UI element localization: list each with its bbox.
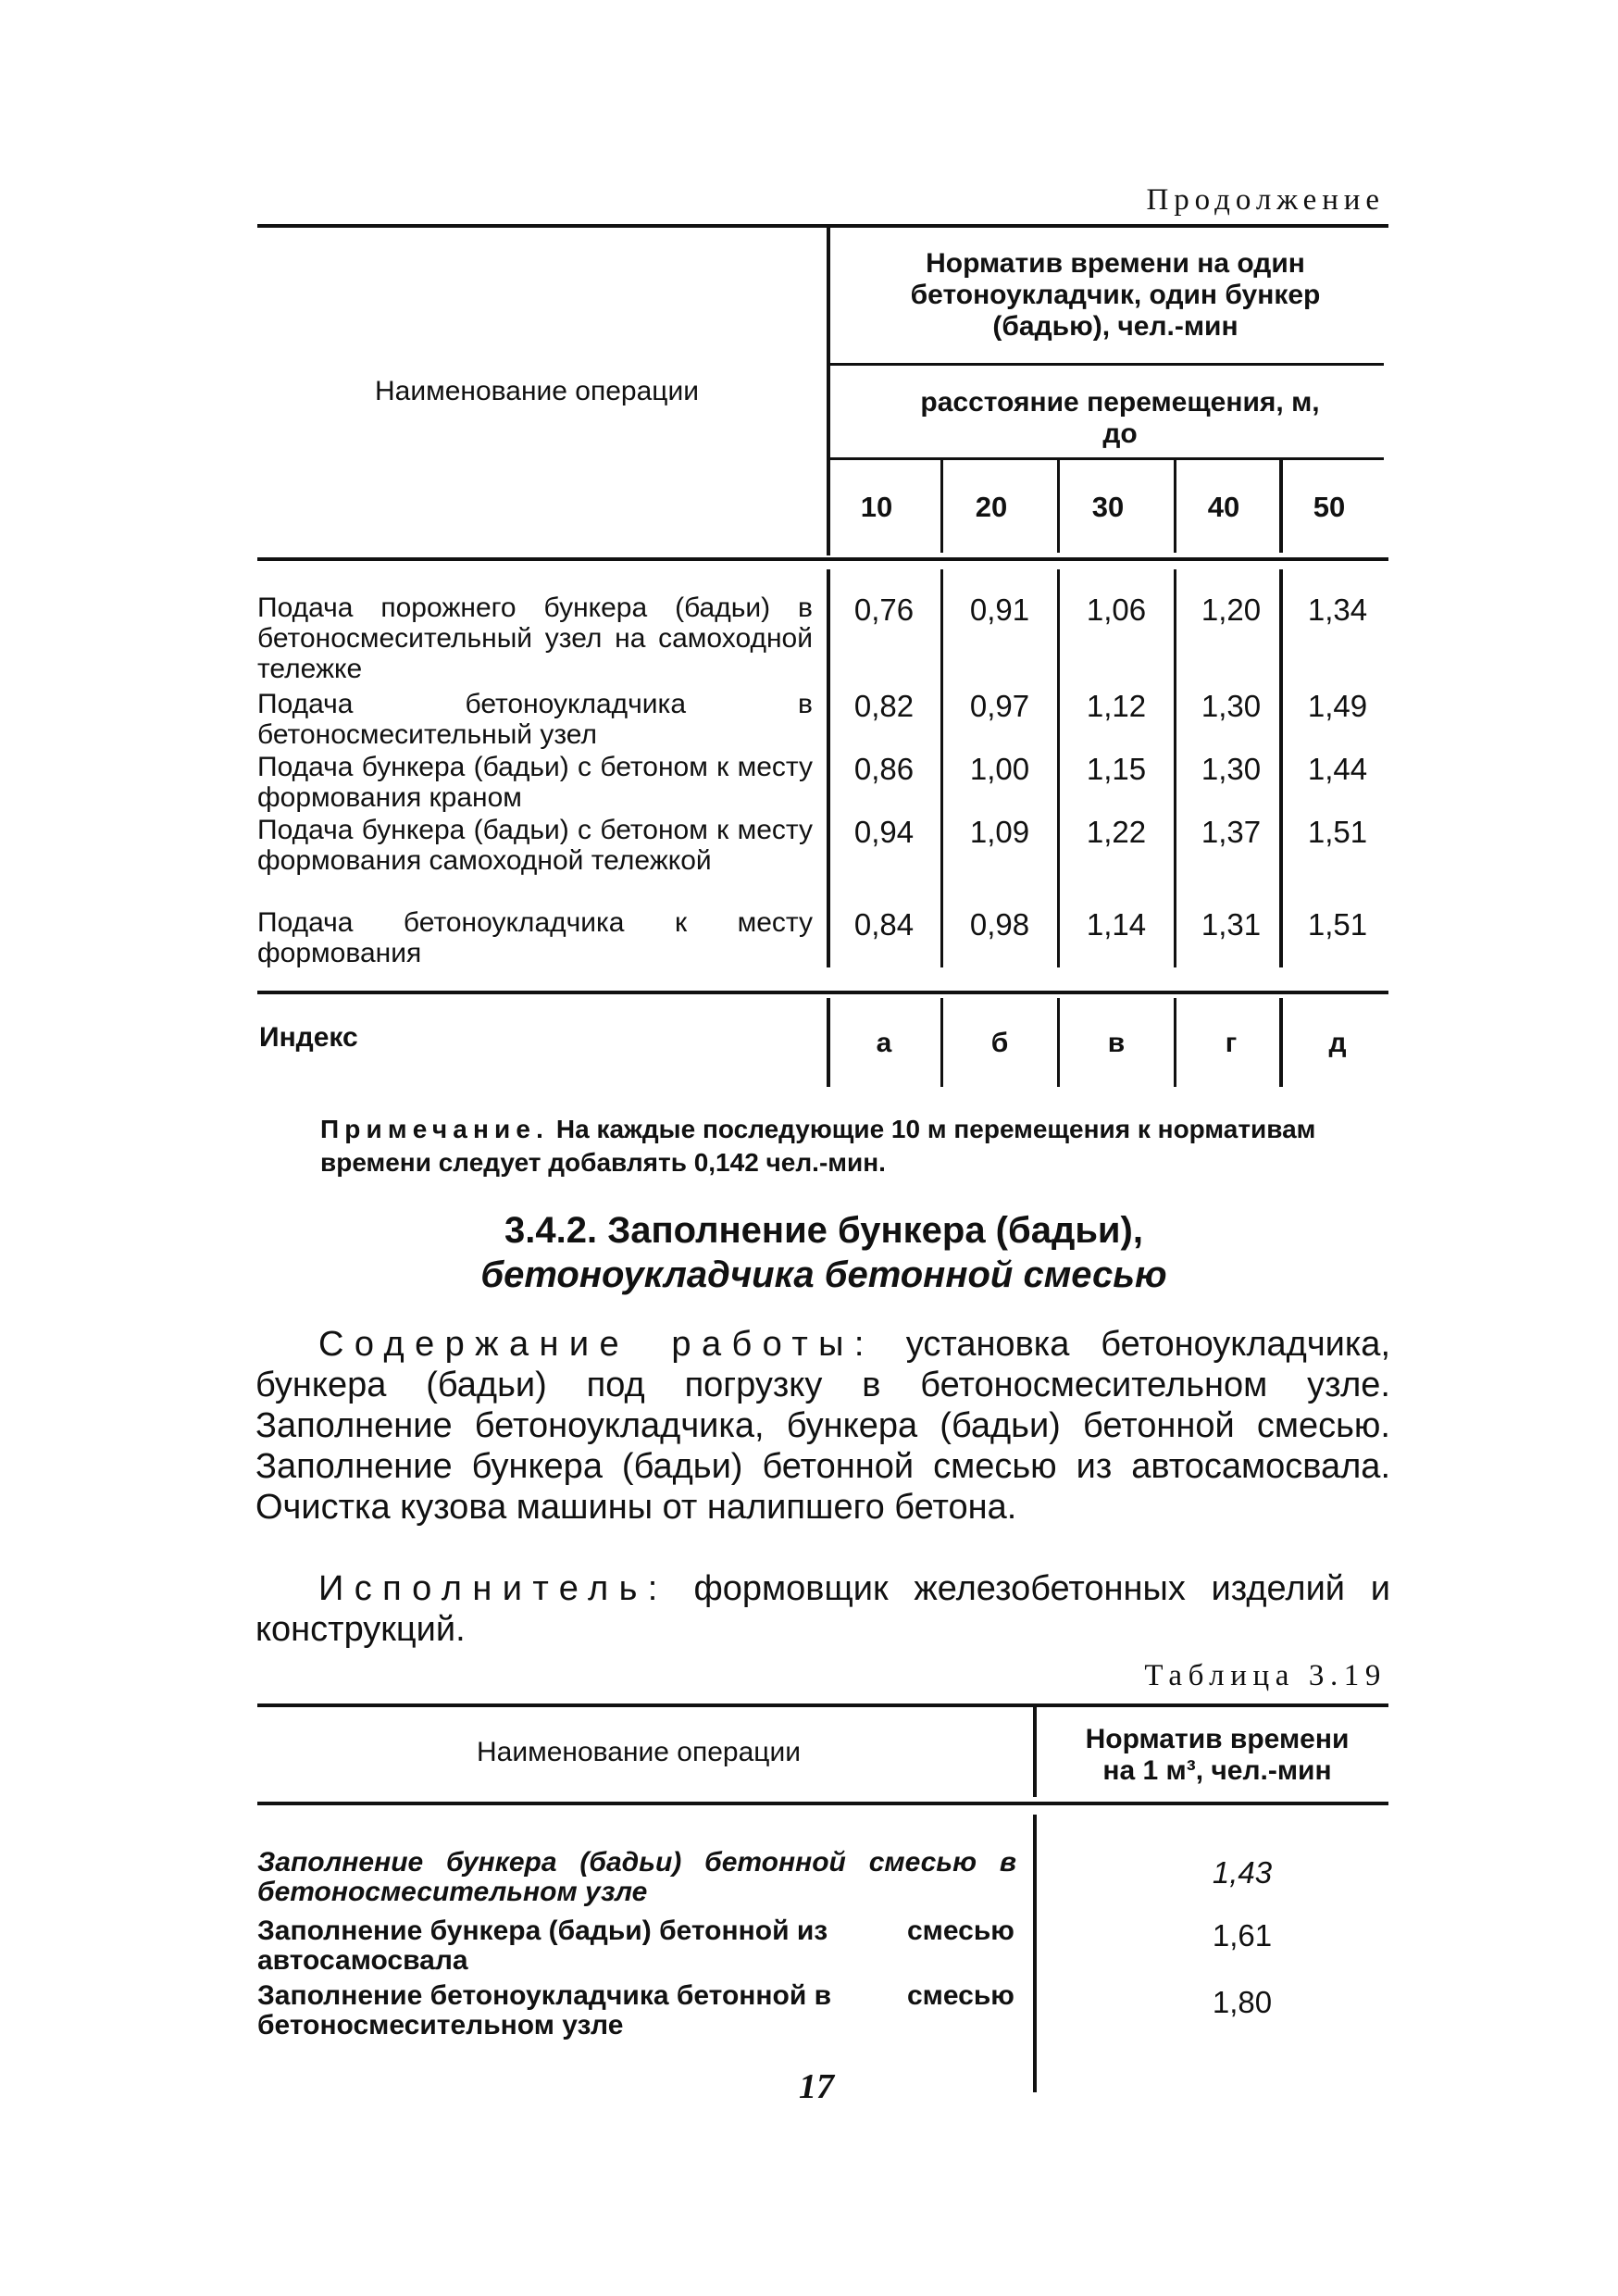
col-divider — [940, 569, 943, 967]
table2-col-norm-header-line2: на 1 м³, чел.-мин — [1102, 1755, 1332, 1786]
col-divider — [1174, 460, 1176, 553]
distance-50: 50 — [1313, 491, 1346, 523]
table1-cell: 1,09 — [969, 815, 1030, 849]
col-divider — [940, 460, 943, 553]
table2-caption: Таблица 3.19 — [1144, 1659, 1387, 1692]
table2-cell: 1,61 — [1212, 1918, 1273, 1953]
index-divider — [1057, 998, 1060, 1087]
table1-cell: 1,51 — [1307, 815, 1368, 849]
table1-cell: 0,91 — [969, 593, 1030, 627]
distance-30: 30 — [1091, 491, 1125, 523]
table1-cell: 1,31 — [1201, 907, 1262, 942]
table2-row-op-text: Заполнение бункера (бадьи) бетонной из автосамосвала — [257, 1915, 828, 1976]
table1-cell: 0,94 — [853, 815, 915, 849]
table1-header-bottom-rule — [257, 557, 1388, 561]
index-v: в — [1107, 1028, 1126, 1058]
table1-row-op: Подача бетоноукладчика в бетоносмесительный узел — [257, 689, 813, 750]
table1-cell: 1,34 — [1307, 593, 1368, 627]
note — [320, 1113, 1388, 1179]
table2-row-op: Заполнение бункера (бадьи) бетонной смесью в бетоносмесительном узле — [257, 1847, 1016, 1907]
col-divider — [1057, 569, 1060, 967]
work-content-paragraph — [255, 1324, 1390, 1528]
table2-col-norm-header-line1: Норматив времени — [1085, 1724, 1350, 1754]
table1-top-rule — [257, 224, 1388, 228]
table1-row-op: Подача бункера (бадьи) с бетоном к месту формования самоходной тележкой — [257, 815, 813, 876]
table1-cell: 1,44 — [1307, 752, 1368, 786]
table1-distance-header: расстояние перемещения, м, до — [920, 387, 1320, 449]
distance-10: 10 — [860, 491, 893, 523]
work-content-text: установка бетоноукладчика, бункера (бадьи) под погрузку в бетоносмесительном узле. Заполнение бетоноукладчика, бункера (бадьи) бетонной смесью. Заполнение бункера (бадьи) бетонной смесью из автосамосвала. Очистка кузова машины от налипшего бетона. — [255, 1325, 1390, 1527]
table2-header-bottom-rule — [257, 1802, 1388, 1805]
section-title-line2: бетоноукладчика бетонной смесью — [480, 1254, 1167, 1295]
col-divider — [1279, 460, 1283, 553]
table1-col-op-header: Наименование операции — [375, 376, 699, 406]
table2-top-rule — [257, 1703, 1388, 1707]
note-text: На каждые последующие 10 м перемещения к нормативам времени следует добавлять 0,142 чел.-мин. — [320, 1115, 1316, 1177]
page-number: 17 — [799, 2067, 834, 2106]
table2-row-op-tail: смесью — [907, 1915, 1014, 1946]
table1-cell: 0,98 — [969, 907, 1030, 942]
index-divider — [940, 998, 943, 1087]
index-a: а — [876, 1028, 892, 1058]
table1-cell: 1,51 — [1307, 907, 1368, 942]
work-content-label: Содержание работы: — [318, 1325, 875, 1364]
table1-cell: 0,82 — [853, 689, 915, 723]
table1-cell: 1,14 — [1086, 907, 1147, 942]
table1-row-op: Подача бетоноукладчика к месту формования — [257, 907, 813, 968]
table2-row-op-text: Заполнение бетоноукладчика бетонной в бетоносмесительном узле — [257, 1980, 832, 2040]
table1-distance-rule — [828, 457, 1384, 460]
table1-cell: 1,06 — [1086, 593, 1147, 627]
executor-label: Исполнитель: — [318, 1569, 668, 1608]
section-title-line1: 3.4.2. Заполнение бункера (бадьи), — [504, 1210, 1143, 1251]
table1-cell: 1,37 — [1201, 815, 1262, 849]
index-b: б — [990, 1028, 1009, 1058]
table2-row-op — [257, 1981, 1016, 2040]
table1-cell: 1,30 — [1201, 752, 1262, 786]
continuation-label: Продолжение — [1146, 183, 1385, 217]
table1-cell: 0,76 — [853, 593, 915, 627]
table1-cell: 1,49 — [1307, 689, 1368, 723]
table1-cell: 1,30 — [1201, 689, 1262, 723]
table1-index-rule — [257, 991, 1388, 994]
table1-row-op: Подача порожнего бункера (бадьи) в бетоносмесительный узел на самоходной тележке — [257, 593, 813, 684]
table1-norm-rule — [828, 363, 1384, 366]
executor-paragraph — [255, 1568, 1390, 1650]
table2-row-op-tail: смесью — [907, 1980, 1014, 2011]
distance-40: 40 — [1207, 491, 1240, 523]
table2-row-op — [257, 1916, 1016, 1976]
table1-cell: 1,12 — [1086, 689, 1147, 723]
table2-col-op-header: Наименование операции — [477, 1737, 801, 1767]
table1-cell: 1,15 — [1086, 752, 1147, 786]
table1-cell: 1,22 — [1086, 815, 1147, 849]
executor-text: формовщик железобетонных изделий и конструкций. — [255, 1569, 1390, 1649]
table1-cell: 0,84 — [853, 907, 915, 942]
table2-header-divider — [1033, 1706, 1037, 1797]
table2-cell: 1,80 — [1212, 1985, 1273, 2019]
table2-cell: 1,43 — [1212, 1855, 1273, 1890]
table1-cell: 1,00 — [969, 752, 1030, 786]
table1-norm-header: Норматив времени на один бетоноукладчик, один бункер (бадью), чел.-мин — [910, 248, 1321, 342]
table1-cell: 0,97 — [969, 689, 1030, 723]
note-label: Примечание. — [320, 1115, 550, 1143]
table1-row-op: Подача бункера (бадьи) с бетоном к месту формования краном — [257, 752, 813, 813]
index-label: Индекс — [259, 1022, 358, 1053]
table1-cell: 1,20 — [1201, 593, 1262, 627]
table1-cell: 0,86 — [853, 752, 915, 786]
distance-20: 20 — [975, 491, 1008, 523]
index-d: д — [1328, 1028, 1347, 1058]
col-divider — [1057, 460, 1060, 553]
table2-body-divider — [1033, 1815, 1037, 2092]
index-g: г — [1225, 1028, 1238, 1058]
